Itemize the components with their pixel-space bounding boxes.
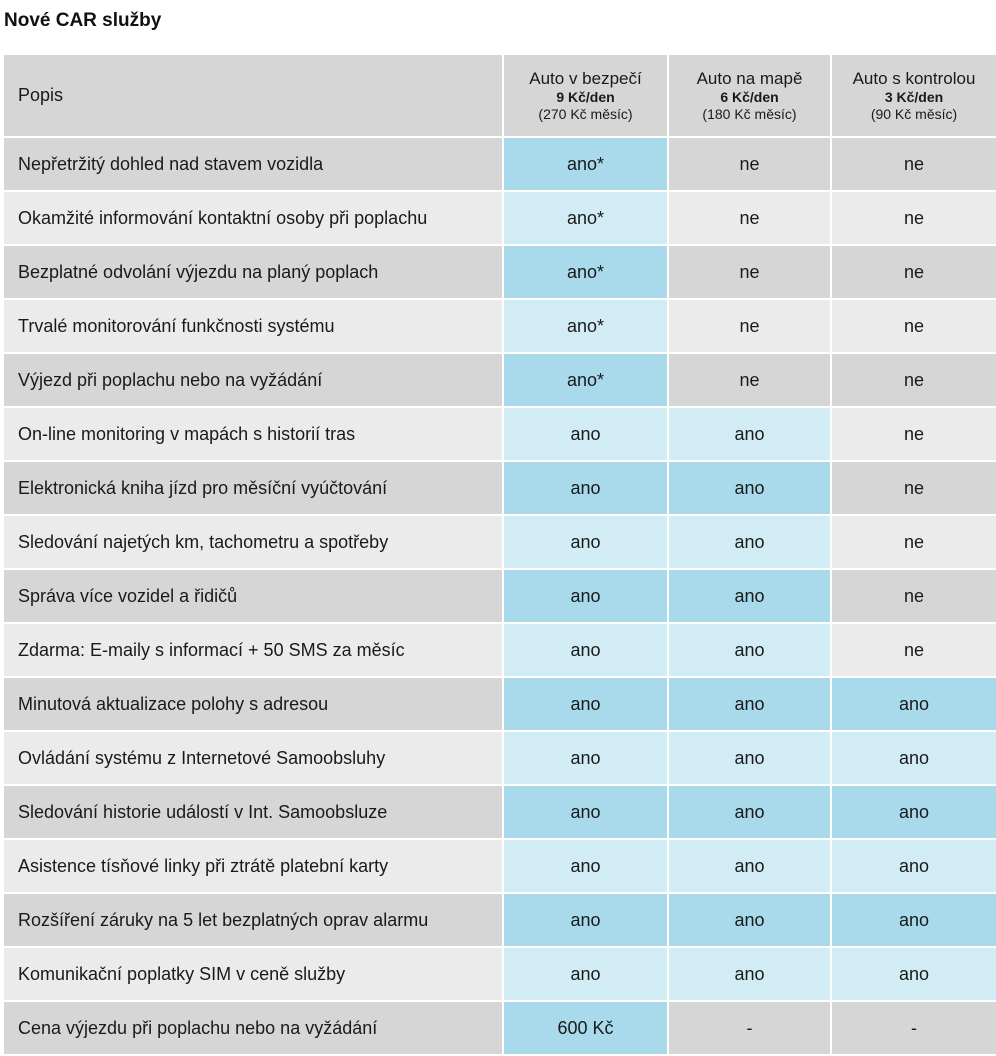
- table-row: [4, 246, 996, 300]
- row-value-plan-2: ano: [669, 678, 832, 732]
- table-row: [4, 354, 996, 408]
- row-value-plan-1: ano*: [504, 138, 669, 192]
- row-value-plan-3: ne: [832, 408, 996, 462]
- header-description: Popis: [4, 55, 504, 138]
- row-description: Nepřetržitý dohled nad stavem vozidla: [4, 138, 504, 192]
- table-row: [4, 516, 996, 570]
- row-description: Trvalé monitorování funkčnosti systému: [4, 300, 504, 354]
- plan-price: 9 Kč/den: [556, 88, 615, 105]
- row-description: Rozšíření záruky na 5 let bezplatných oprav alarmu: [4, 894, 504, 948]
- table-row: [4, 138, 996, 192]
- row-description: On-line monitoring v mapách s historií tras: [4, 408, 504, 462]
- row-description: Minutová aktualizace polohy s adresou: [4, 678, 504, 732]
- row-value-plan-2: ano: [669, 516, 832, 570]
- row-description: Výjezd při poplachu nebo na vyžádání: [4, 354, 504, 408]
- row-value-plan-1: ano: [504, 786, 669, 840]
- row-value-plan-2: ano: [669, 894, 832, 948]
- plan-monthly-price: (90 Kč měsíc): [870, 105, 958, 122]
- header-plan-auto-s-kontrolou: [832, 55, 996, 138]
- row-value-plan-2: -: [669, 1002, 832, 1056]
- row-description: Okamžité informování kontaktní osoby při poplachu: [4, 192, 504, 246]
- row-value-plan-1: ano: [504, 948, 669, 1002]
- row-description: Bezplatné odvolání výjezdu na planý poplach: [4, 246, 504, 300]
- row-value-plan-2: ne: [669, 246, 832, 300]
- row-value-plan-1: ano: [504, 840, 669, 894]
- row-value-plan-2: ne: [669, 138, 832, 192]
- row-value-plan-3: ne: [832, 354, 996, 408]
- row-value-plan-1: ano*: [504, 192, 669, 246]
- plan-name: Auto na mapě: [696, 68, 803, 88]
- table-row: [4, 678, 996, 732]
- row-value-plan-1: ano*: [504, 354, 669, 408]
- table-row: [4, 570, 996, 624]
- row-value-plan-2: ano: [669, 732, 832, 786]
- row-value-plan-2: ano: [669, 462, 832, 516]
- table-row: [4, 786, 996, 840]
- plan-price: 6 Kč/den: [720, 88, 779, 105]
- row-value-plan-1: 600 Kč: [504, 1002, 669, 1056]
- row-value-plan-1: ano*: [504, 246, 669, 300]
- plan-price: 3 Kč/den: [884, 88, 944, 105]
- row-value-plan-3: ano: [832, 732, 996, 786]
- plan-monthly-price: (180 Kč měsíc): [702, 105, 797, 122]
- row-description: Sledování najetých km, tachometru a spotřeby: [4, 516, 504, 570]
- row-value-plan-3: ano: [832, 894, 996, 948]
- row-value-plan-2: ano: [669, 408, 832, 462]
- table-row: [4, 894, 996, 948]
- row-value-plan-1: ano: [504, 624, 669, 678]
- row-description: Cena výjezdu při poplachu nebo na vyžádání: [4, 1002, 504, 1056]
- row-value-plan-3: ne: [832, 462, 996, 516]
- row-value-plan-1: ano: [504, 462, 669, 516]
- header-row: [4, 55, 996, 138]
- row-value-plan-3: ano: [832, 840, 996, 894]
- row-value-plan-3: -: [832, 1002, 996, 1056]
- table-row: [4, 462, 996, 516]
- row-value-plan-1: ano: [504, 894, 669, 948]
- header-plan-auto-na-mape: [669, 55, 832, 138]
- table-row: [4, 300, 996, 354]
- row-value-plan-3: ano: [832, 948, 996, 1002]
- table-row: [4, 948, 996, 1002]
- row-description: Komunikační poplatky SIM v ceně služby: [4, 948, 504, 1002]
- row-value-plan-1: ano: [504, 516, 669, 570]
- row-value-plan-2: ano: [669, 786, 832, 840]
- row-description: Správa více vozidel a řidičů: [4, 570, 504, 624]
- table-row: [4, 1002, 996, 1056]
- row-description: Elektronická kniha jízd pro měsíční vyúčtování: [4, 462, 504, 516]
- row-value-plan-1: ano: [504, 570, 669, 624]
- row-value-plan-2: ne: [669, 354, 832, 408]
- row-value-plan-3: ne: [832, 138, 996, 192]
- row-value-plan-3: ne: [832, 516, 996, 570]
- row-value-plan-2: ne: [669, 300, 832, 354]
- plan-monthly-price: (270 Kč měsíc): [538, 105, 633, 122]
- row-value-plan-3: ne: [832, 246, 996, 300]
- services-table: [4, 55, 996, 1056]
- table-row: [4, 732, 996, 786]
- row-description: Asistence tísňové linky při ztrátě platební karty: [4, 840, 504, 894]
- row-value-plan-2: ano: [669, 948, 832, 1002]
- row-value-plan-2: ano: [669, 840, 832, 894]
- row-value-plan-3: ne: [832, 300, 996, 354]
- row-value-plan-3: ano: [832, 678, 996, 732]
- table-body: [4, 138, 996, 1056]
- plan-name: Auto s kontrolou: [852, 68, 976, 88]
- row-value-plan-3: ne: [832, 624, 996, 678]
- row-value-plan-2: ne: [669, 192, 832, 246]
- row-description: Sledování historie událostí v Int. Samoobsluze: [4, 786, 504, 840]
- row-value-plan-2: ano: [669, 570, 832, 624]
- table-row: [4, 624, 996, 678]
- table-row: [4, 840, 996, 894]
- row-value-plan-2: ano: [669, 624, 832, 678]
- row-value-plan-1: ano: [504, 408, 669, 462]
- row-value-plan-3: ne: [832, 570, 996, 624]
- table-row: [4, 192, 996, 246]
- row-value-plan-3: ano: [832, 786, 996, 840]
- row-description: Ovládání systému z Internetové Samoobsluhy: [4, 732, 504, 786]
- page-title: Nové CAR služby: [4, 10, 162, 31]
- header-plan-auto-v-bezpeci: [504, 55, 669, 138]
- row-value-plan-1: ano: [504, 732, 669, 786]
- plan-name: Auto v bezpečí: [529, 68, 642, 88]
- row-value-plan-1: ano*: [504, 300, 669, 354]
- row-description: Zdarma: E-maily s informací + 50 SMS za měsíc: [4, 624, 504, 678]
- row-value-plan-1: ano: [504, 678, 669, 732]
- row-value-plan-3: ne: [832, 192, 996, 246]
- table-row: [4, 408, 996, 462]
